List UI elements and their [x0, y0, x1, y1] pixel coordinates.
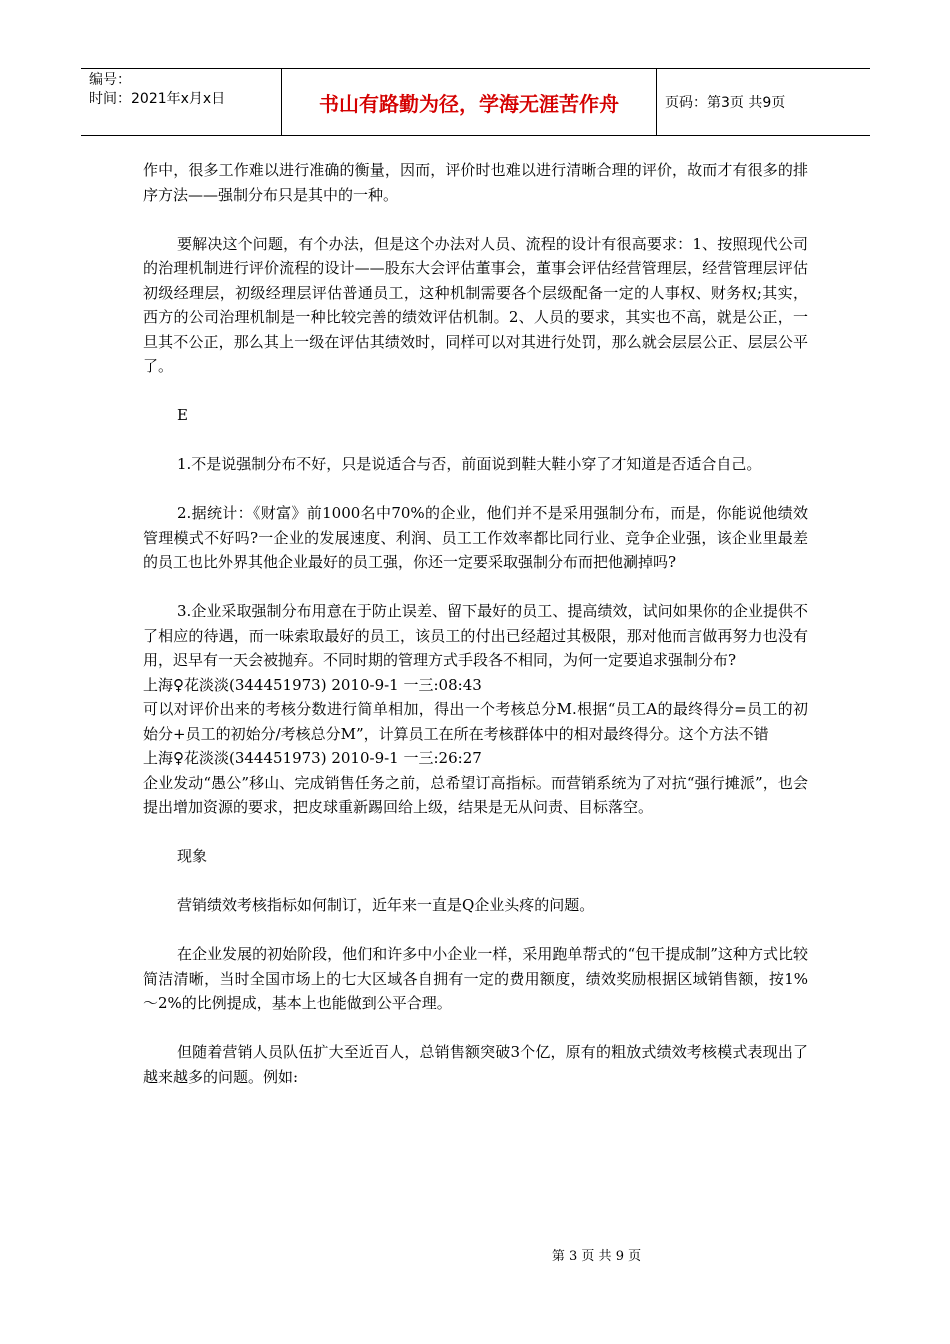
- date-label: 时间：2021年x月x日: [89, 91, 226, 107]
- paragraph: 2.据统计：《财富》前1000名中70%的企业，他们并不是采用强制分布，而是，你能说他绩效管理模式不好吗?一企业的发展速度、利润、员工工作效率都比同行业、竞争企业强，该企业里最差的员工也比外界其他企业最好的员工强，你还一定要采取强制分布而把他涮掉吗?: [143, 504, 808, 571]
- paragraph: 作中，很多工作难以进行准确的衡量，因而，评价时也难以进行清晰合理的评价，故而才有很多的排序方法——强制分布只是其中的一种。: [143, 161, 808, 204]
- paragraph: 3.企业采取强制分布用意在于防止误差、留下最好的员工、提高绩效，试问如果你的企业提供不了相应的待遇，而一味索取最好的员工，该员工的付出已经超过其极限，那对他而言做再努力也没有用，迟早有一天会被抛弃。不同时期的管理方式手段各不相同，为何一定要追求强制分布?: [143, 602, 808, 669]
- chat-meta: 上海♀花淡淡(344451973) 2010-9-1 一三:08:43: [143, 675, 482, 694]
- paragraph: 企业发动“愚公”移山、完成销售任务之前，总希望订高指标。而营销系统为了对抗“强行摊派”，也会提出增加资源的要求，把皮球重新踢回给上级，结果是无从问责、目标落空。: [143, 773, 808, 816]
- paragraph: 可以对评价出来的考核分数进行简单相加，得出一个考核总分M.根据“员工A的最终得分=员工的初始分+员工的初始分/考核总分M”，计算员工在所在考核群体中的相对最终得分。这个方法不错: [143, 700, 808, 743]
- document-body: [143, 158, 808, 1089]
- number-label: 编号：: [89, 72, 131, 88]
- header-motto: 书山有路勤为径，学海无涯苦作舟: [282, 69, 657, 135]
- paragraph: 在企业发展的初始阶段，他们和许多中小企业一样，采用跑单帮式的“包干提成制”这种方式比较简洁清晰，当时全国市场上的七大区域各自拥有一定的费用额度，绩效奖励根据区域销售额，按1%～2%的比例提成，基本上也能做到公平合理。: [143, 945, 808, 1012]
- header-info-cell: [81, 69, 282, 135]
- paragraph: 要解决这个问题，有个办法，但是这个办法对人员、流程的设计有很高要求：1、按照现代公司的治理机制进行评价流程的设计——股东大会评估董事会，董事会评估经营管理层，经营管理层评估初级经理层，初级经理层评估普通员工，这种机制需要各个层级配备一定的人事权、财务权;其实，西方的公司治理机制是一种比较完善的绩效评估机制。2、人员的要求，其实也不高，就是公正，一旦其不公正，那么其上一级在评估其绩效时，同样可以对其进行处罚，那么就会层层公正、层层公平了。: [143, 234, 808, 375]
- paragraph: 1.不是说强制分布不好，只是说适合与否，前面说到鞋大鞋小穿了才知道是否适合自己。: [177, 455, 762, 473]
- chat-meta: 上海♀花淡淡(344451973) 2010-9-1 一三:26:27: [143, 749, 482, 767]
- page-footer: [0, 1245, 950, 1264]
- section-letter: E: [177, 406, 188, 424]
- footer-page-number: 第 3 页 共 9 页: [551, 1249, 642, 1264]
- page-header: [81, 68, 870, 136]
- section-heading: 现象: [177, 847, 208, 865]
- header-page-code: 页码：第3页 共9页: [665, 95, 786, 111]
- paragraph: 但随着营销人员队伍扩大至近百人，总销售额突破3个亿，原有的粗放式绩效考核模式表现出了越来越多的问题。例如:: [143, 1043, 808, 1086]
- paragraph: 营销绩效考核指标如何制订，近年来一直是Q企业头疼的问题。: [177, 896, 595, 914]
